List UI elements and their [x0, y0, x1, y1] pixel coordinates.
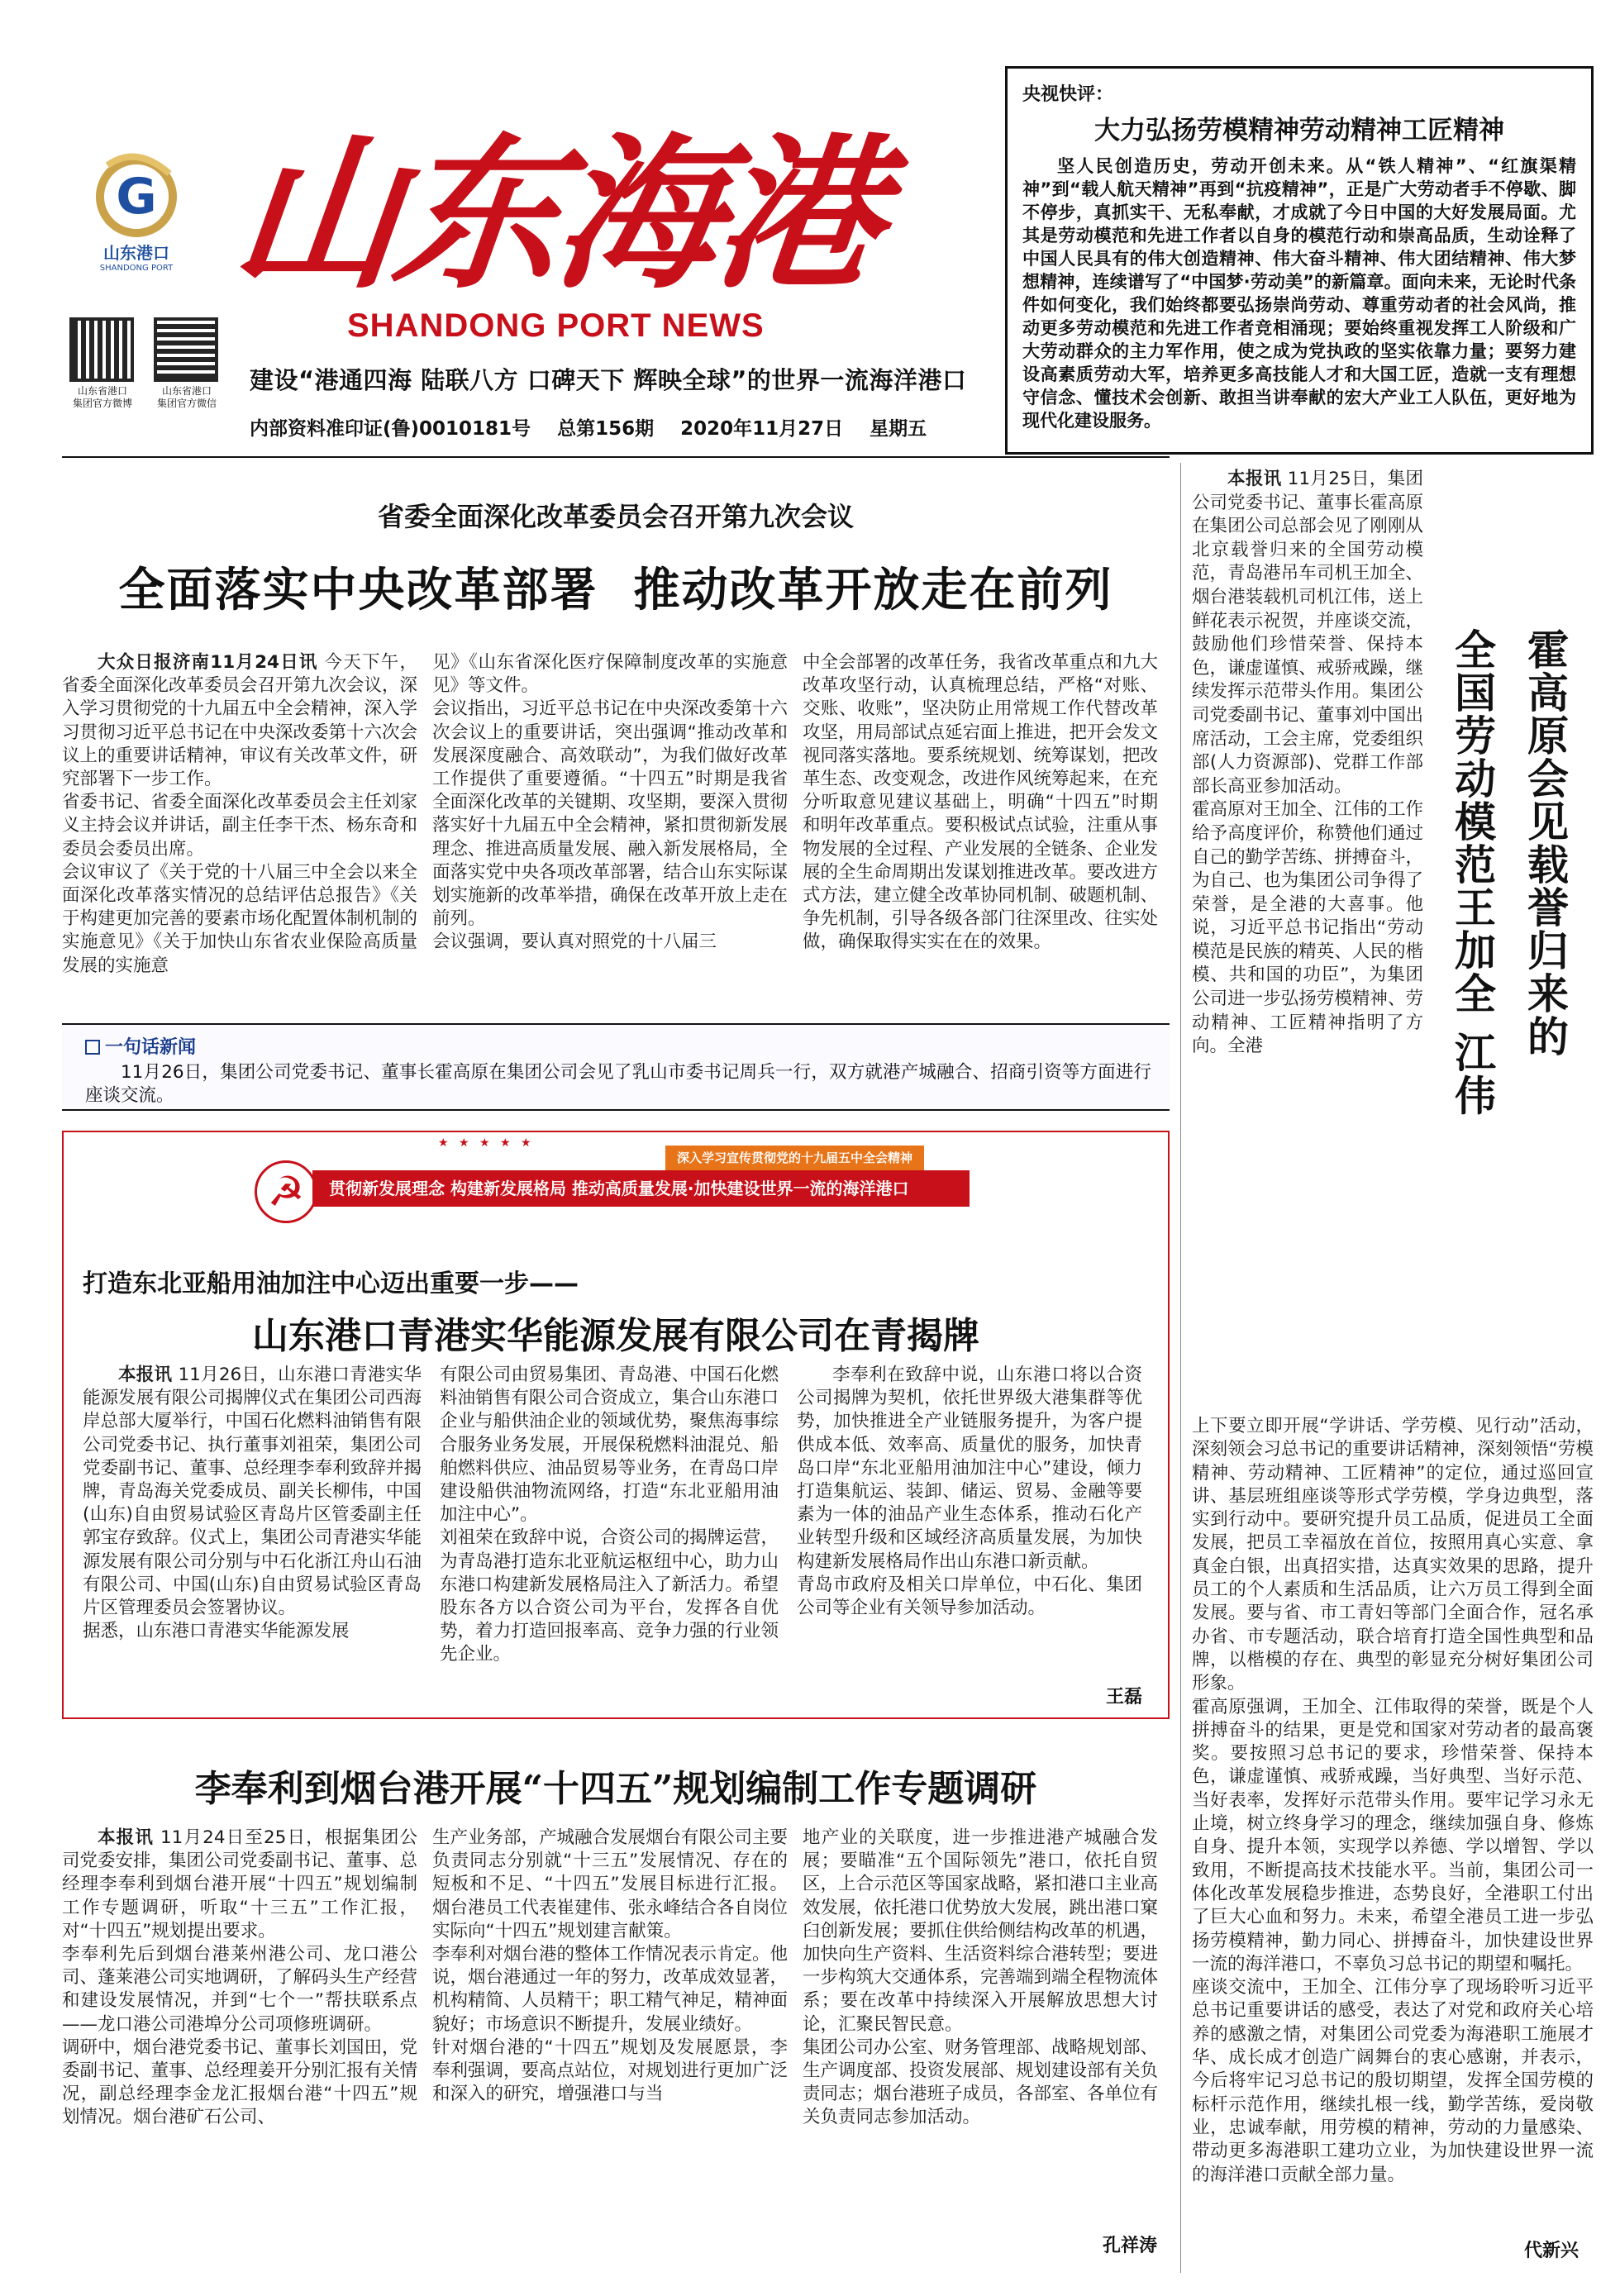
english-title: SHANDONG PORT NEWS	[347, 307, 765, 344]
article2-lead: 本报讯	[118, 1365, 173, 1385]
article3-col2-text: 生产业务部，产城融合发展烟台有限公司主要负责同志分别就“十三五”发展情况、存在的短板和不足、“十四五”发展目标进行汇报。烟台港员工代表崔建伟、张永峰结合各自岗位实际向“十四五”规划建言献策。 李奉利对烟台港的整体工作情况表示肯定。他说，烟台港通过一年的努力，改革成效显著，机构精简、人员精干；职工精气神足，精神面貌好；市场意识不断提升，发展业绩好。 针对烟台港的“十四五”规划及发展愿景，李奉利强调，要高点站位，对规划进行更加广泛和深入的研究，增强港口与当	[432, 1827, 788, 2105]
logo-subtext: SHANDONG PORT	[99, 264, 174, 273]
article2-headline: 山东港口青港实华能源发展有限公司在青揭牌	[252, 1315, 979, 1357]
article2-kicker: 打造东北亚船用油加注中心迈出重要一步——	[83, 1269, 579, 1298]
brief-news-box	[62, 1023, 1170, 1111]
commentary-title: 大力弘扬劳模精神劳动精神工匠精神	[1094, 116, 1504, 145]
right-article-lead: 本报讯	[1227, 469, 1282, 489]
right-headline-line-1: 霍高原会见载誉归来的	[1521, 628, 1570, 1058]
article3-column-2	[432, 1827, 788, 2256]
issue-info: 内部资料准印证(鲁)0010181号 总第156期 2020年11月27日 星期五	[250, 418, 927, 440]
brief-news-text: 11月26日，集团公司党委书记、董事长霍高原在集团公司会见了乳山市委书记周兵一行，双方就港产城融合、招商引资等方面进行座谈交流。	[85, 1062, 1151, 1106]
article3-author: 孔祥涛	[1102, 2236, 1157, 2256]
square-bullet-icon	[85, 1040, 100, 1055]
article1-column-3	[803, 651, 1158, 1038]
cctv-commentary-box	[1005, 66, 1594, 455]
article2-column-1	[83, 1364, 422, 1711]
banner-stars: ★ ★ ★ ★ ★	[438, 1136, 535, 1150]
banner-top-tag: 深入学习宣传贯彻党的十九届五中全会精神	[665, 1146, 924, 1170]
right-article-top-body: 11月25日，集团公司党委书记、董事长霍高原在集团公司总部会见了刚刚从北京载誉归来的全国劳动模范，青岛港吊车司机王加全、烟台港装载机司机江伟，送上鲜花表示祝贺，并座谈交流，鼓励他们珍惜荣誉、保持本色，谦虚谨慎、戒骄戒躁，继续发挥示范带头作用。集团公司党委副书记、董事刘中国出席活动，工会主席，党委组织部(人力资源部)、党群工作部部长高亚参加活动。 霍高原对王加全、江伟的工作给予高度评价，称赞他们通过自己的勤学苦练、拼搏奋斗，为自己、也为集团公司争得了荣誉，是全港的大喜事。他说，习近平总书记指出“劳动模范是民族的精英、人民的楷模、共和国的功臣”，为集团公司进一步弘扬劳模精神、劳动精神、工匠精神指明了方向。全港	[1192, 469, 1423, 1057]
commentary-tag: 央视快评：	[1022, 84, 1114, 105]
brief-news-label: 一句话新闻	[85, 1033, 196, 1059]
right-article-bottom-body: 上下要立即开展“学讲话、学劳模、见行动”活动，深刻领会习总书记的重要讲话精神，深刻领悟“劳模精神、劳动精神、工匠精神”的定位，通过巡回宣讲、基层班组座谈等形式学劳模，学身边典型，落实到行动中。要研究提升员工品质，促进员工全面发展，把员工幸福放在首位，按照用真心实意、拿真金白银，出真招实措，达真实效果的思路，提升员工的个人素质和生活品质，让六万员工得到全面发展。要与省、市工青妇等部门全面合作，冠名承办省、市专题活动，联合培育打造全国性典型和品牌，以楷模的存在、典型的彰显充分树好集团公司形象。 霍高原强调，王加全、江伟取得的荣誉，既是个人拼搏奋斗的结果，更是党和国家对劳动者的最高褒奖。要按照习总书记的要求，珍惜荣誉、保持本色，谦虚谨慎、戒骄戒躁，当好典型、当好示范、当好表率，发挥好示范带头作用。要牢记学习永无止境，树立终身学习的理念，继续加强自身、修炼自身、提升本领，实现学以养德、学以增智、学以致用，不断提高技术技能水平。当前，集团公司一体化改革发展稳步推进，态势良好，全港职工付出了巨大心血和努力。未来，希望全港员工进一步弘扬劳模精神，勤力同心、拼搏奋斗，加快建设世界一流的海洋港口，不辜负习总书记的期望和嘱托。 座谈交流中，王加全、江伟分享了现场聆听习近平总书记重要讲话的感受，表达了对党和政府关心培养的感激之情，对集团公司党委为海港职工施展才华、成长成才创造广阔舞台的衷心感谢，并表示，今后将牢记习总书记的殷切期望，发挥全国劳模的标杆示范作用，继续扎根一线，勤学苦练，爱岗敬业，忠诚奉献，用劳模的精神，劳动的力量感染、带动更多海港职工建功立业，为加快建设世界一流的海洋港口贡献全部力量。	[1192, 1416, 1594, 2185]
article1-col3-text: 中全会部署的改革任务，我省改革重点和九大改革攻坚行动，认真梳理总结，严格“对账、交账、收账”，坚决防止用常规工作代替改革攻坚，用局部试点延宕面上推进，把开会发文视同落实落地。要系统规划、统筹谋划，把改革生态、改变观念，改进作风统筹起来，在充分听取意见建议基础上，明确“十四五”时期和明年改革重点。要积极试点试验，注重从事物发展的全过程、产业发展的全链条、企业发展的全生命周期出发谋划推进改革。要改进方式方法，建立健全改革协同机制、破题机制、争先机制，引导各级各部门往深里改、往实处做，确保取得实实在在的效果。	[803, 652, 1158, 953]
article1-col1-text: 今天下午，省委全面深化改革委员会召开第九次会议，深入学习贯彻党的十九届五中全会精神，深入学习贯彻习近平总书记在中央深改委第十六次会议上的重要讲话精神，审议有关改革文件，研究部署下一步工作。 省委书记、省委全面深化改革委员会主任刘家义主持会议并讲话，副主任李干杰、杨东奇和委员会委员出席。 会议审议了《关于党的十八届三中全会以来全面深化改革落实情况的总结评估总报告》《关于构建更加完善的要素市场化配置体制机制的实施意见》《关于加快山东省农业保险高质量发展的实施意	[62, 652, 417, 976]
hammer-sickle-icon: ☭	[255, 1160, 317, 1223]
svg-text:G: G	[116, 168, 157, 226]
article3-col3-text: 地产业的关联度，进一步推进港产城融合发展；要瞄准“五个国际领先”港口，依托自贸区，上合示范区等国家战略，紧扣港口主业高效发展，依托港口优势放大发展，跳出港口窠臼创新发展；要抓住供给侧结构改革的机遇，加快向生产资料、生活资料综合港转型；要进一步构筑大交通体系，完善端到端全程物流体系；要在改革中持续深入开展解放思想大讨论，汇聚民智民意。 集团公司办公室、财务管理部、战略规划部、生产调度部、投资发展部、规划建设部有关负责同志；烟台港班子成员，各部室、各单位有关负责同志参加活动。	[803, 1827, 1158, 2128]
qr-code-weibo	[73, 321, 131, 379]
qr-code-wechat	[157, 321, 215, 379]
article2-column-3	[797, 1364, 1142, 1686]
right-article-top-text	[1192, 468, 1423, 1415]
banner-main: 贯彻新发展理念 构建新发展格局 推动高质量发展·加快建设世界一流的海洋港口	[312, 1170, 970, 1207]
article3-lead: 本报讯	[98, 1827, 154, 1848]
article1-lead: 大众日报济南11月24日讯	[98, 652, 318, 673]
masthead-divider	[62, 456, 1170, 458]
qr-label-weibo: 山东省港口 集团官方微博	[72, 385, 132, 409]
article2-col3-text: 李奉利在致辞中说，山东港口将以合资公司揭牌为契机，依托世界级大港集群等优势，加快推进全产业链服务提升，为客户提供成本低、效率高、质量优的服务，加快青岛口岸“东北亚船用油加注中心”建设，倾力打造集航运、装卸、储运、贸易、金融等要素为一体的油品产业生态体系，推动石化产业转型升级和区域经济高质量发展，为加快构建新发展格局作出山东港口新贡献。 青岛市政府及相关口岸单位，中石化、集团公司等企业有关领导参加活动。	[797, 1365, 1142, 1619]
article1-column-1	[62, 651, 417, 1038]
article3-headline: 李奉利到烟台港开展“十四五”规划编制工作专题调研	[194, 1768, 1037, 1810]
right-article-author: 代新兴	[1523, 2241, 1579, 2261]
logo-emblem-icon	[83, 149, 190, 240]
newspaper-title: 山东海港	[225, 117, 888, 312]
article2-column-2	[440, 1364, 779, 1711]
qr-label-wechat: 山东省港口 集团官方微信	[156, 385, 217, 409]
article1-col2-text: 见》《山东省深化医疗保障制度改革的实施意见》等文件。 会议指出，习近平总书记在中央深改委第十六次会议上的重要讲话，突出强调“推动改革和发展深度融合、高效联动”，为我们做好改革工作提供了重要遵循。“十四五”时期是我省全面深化改革的关键期、攻坚期，要深入贯彻落实好十九届五中全会精神，紧扣贯彻新发展理念、推进高质量发展、融入新发展格局，全面落实党中央各项改革部署，结合山东实际谋划实施新的改革举措，确保在改革开放上走在前列。 会议强调，要认真对照党的十八届三	[432, 652, 788, 953]
article1-column-2	[432, 651, 788, 1038]
article3-column-1	[62, 1827, 417, 2256]
right-article-bottom-text	[1192, 1415, 1594, 2233]
logo-text: 山东港口	[103, 243, 169, 263]
article2-col2-text: 有限公司由贸易集团、青岛港、中国石化燃料油销售有限公司合资成立，集合山东港口企业与船供油企业的领域优势，聚焦海事综合服务业务发展，开展保税燃料油混兑、船舶燃料供应、油品贸易等业务，在青岛口岸建设船供油物流网络，打造“东北亚船用油加注中心”。 刘祖荣在致辞中说，合资公司的揭牌运营，为青岛港打造东北亚航运枢纽中心，助力山东港口构建新发展格局注入了新活力。希望股东各方以合资公司为平台，发挥各自优势，着力打造回报率高、竞争力强的行业领先企业。	[440, 1365, 779, 1665]
article1-kicker: 省委全面深化改革委员会召开第九次会议	[377, 501, 854, 532]
shandong-port-logo	[83, 149, 190, 273]
article1-headline: 全面落实中央改革部署 推动改革开放走在前列	[118, 564, 1113, 617]
article2-col1-text: 11月26日，山东港口青港实华能源发展有限公司揭牌仪式在集团公司西海岸总部大厦举行，中国石化燃料油销售有限公司党委书记、执行董事刘祖荣，集团公司党委副书记、董事、总经理李奉利致辞并揭牌，青岛海关党委成员、副关长柳伟，中国(山东)自由贸易试验区青岛片区管委副主任郭宝存致辞。仪式上，集团公司青港实华能源发展有限公司分别与中石化浙江舟山石油有限公司、中国(山东)自由贸易试验区青岛片区管理委员会签署协议。 据悉，山东港口青港实华能源发展	[83, 1365, 422, 1642]
article2-author: 王磊	[1105, 1687, 1142, 1708]
article3-col1-text: 11月24日至25日，根据集团公司党委安排，集团公司党委副书记、董事、总经理李奉利到烟台港开展“十四五”规划编制工作专题调研，听取“十三五”工作汇报，对“十四五”规划提出要求。 李奉利先后到烟台港莱州港公司、龙口港公司、蓬莱港公司实地调研，了解码头生产经营和建设发展情况，并到“七个一”帮扶联系点——龙口港公司港埠分公司项修班调研。 调研中，烟台港党委书记、董事长刘国田，党委副书记、董事、总经理姜开分别汇报有关情况，副总经理李金龙汇报烟台港“十四五”规划情况。烟台港矿石公司、	[62, 1827, 417, 2128]
column-divider	[1180, 463, 1181, 2273]
right-headline-line-2: 全国劳动模范王加全 江伟	[1448, 628, 1497, 1117]
commentary-body: 坚人民创造历史，劳动开创未来。从“铁人精神”、“红旗渠精神”到“载人航天精神”再到“抗疫精神”，正是广大劳动者手不停歇、脚不停步，真抓实干、无私奉献，才成就了今日中国的大好发展局面。尤其是劳动模范和先进工作者以自身的模范行动和崇高品质，生动诠释了中国人民具有的伟大创造精神、伟大奋斗精神、伟大团结精神、伟大梦想精神，连续谱写了“中国梦·劳动美”的新篇章。面向未来，无论时代条件如何变化，我们始终都要弘扬崇尚劳动、尊重劳动者的社会风尚，推动更多劳动模范和先进工作者竞相涌现；要始终重视发挥工人阶级和广大劳动群众的主力军作用，使之成为党执政的坚实依靠力量；要努力建设高素质劳动大军，培养更多高技能人才和大国工匠，造就一支有理想守信念、懂技术会创新、敢担当讲奉献的宏大产业工人队伍，更好地为现代化建设服务。	[1022, 156, 1576, 431]
article3-column-3	[803, 1827, 1158, 2232]
masthead-slogan: 建设“港通四海 陆联八方 口碑天下 辉映全球”的世界一流海洋港口	[250, 366, 967, 394]
